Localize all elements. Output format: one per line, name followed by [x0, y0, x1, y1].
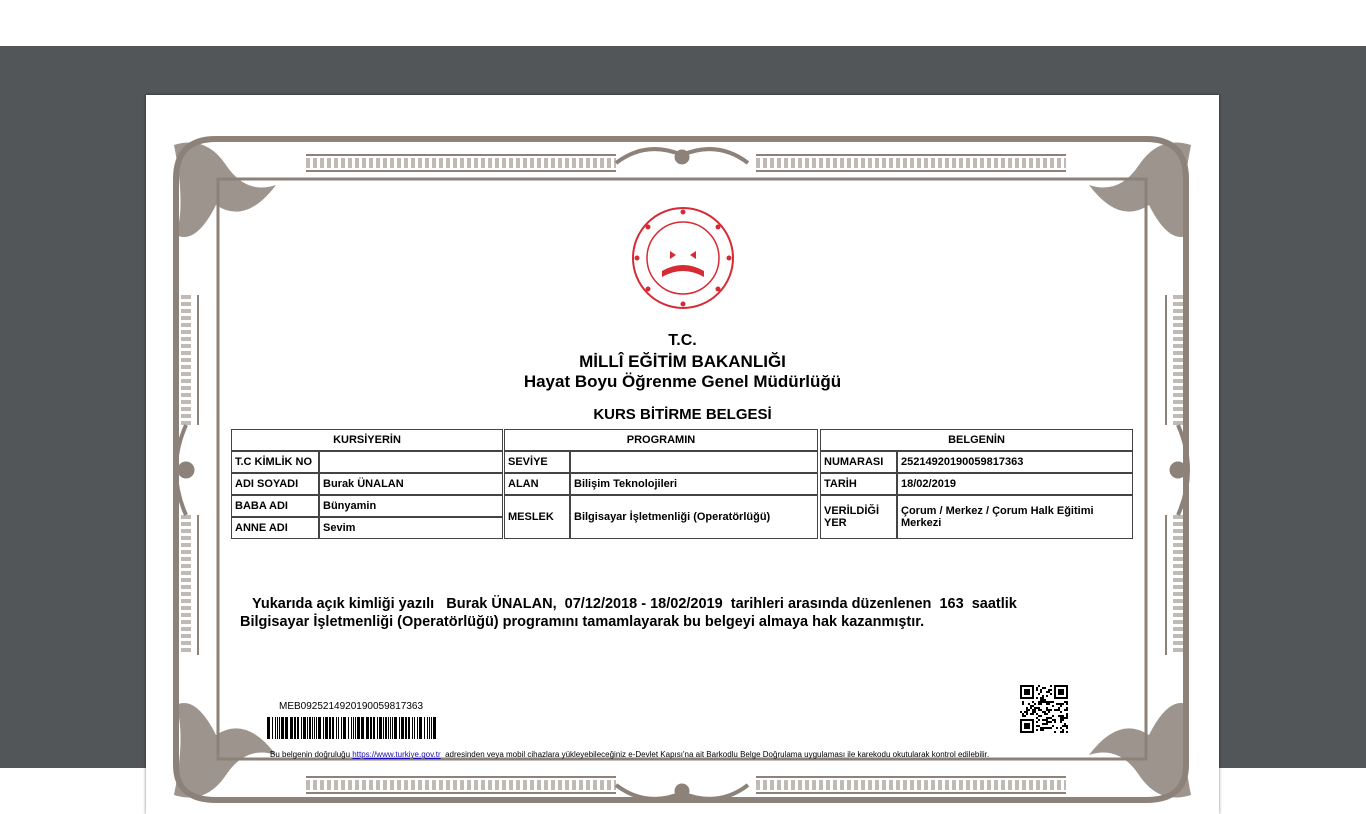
statement-line-1: Yukarıda açık kimliği yazılı Burak ÜNALAN, 07/12/2018 - 18/02/2019 tarihleri arasında düzenlenen 163 saatlik: [252, 596, 1017, 612]
trainee-heading: KURSİYERİN: [231, 429, 503, 451]
number-label: NUMARASI: [820, 451, 897, 473]
document-title: KURS BİTİRME BELGESİ: [593, 406, 772, 423]
program-table: [504, 429, 818, 539]
pdf-viewer[interactable]: [0, 46, 1366, 768]
ministry-seal: [630, 205, 736, 311]
field-value: Bilişim Teknolojileri: [570, 473, 818, 495]
verification-prefix: Bu belgenin doğruluğu: [270, 750, 353, 759]
statement-line-2: Bilgisayar İşletmenliği (Operatörlüğü) programını tamamlayarak bu belgeyi almaya hak kazanmıştır.: [240, 614, 925, 630]
level-label: SEVİYE: [504, 451, 570, 473]
header-ministry: MİLLÎ EĞİTİM BAKANLIĞI: [579, 352, 786, 371]
program-heading: PROGRAMIN: [504, 429, 818, 451]
barcode-number: MEB0925214920190059817363: [279, 701, 424, 712]
document-table: [820, 429, 1133, 539]
profession-value: Bilgisayar İşletmenliği (Operatörlüğü): [570, 495, 818, 539]
place-value: Çorum / Merkez / Çorum Halk Eğitimi Merkezi: [897, 495, 1133, 539]
tc-value: [319, 451, 503, 473]
field-label: ALAN: [504, 473, 570, 495]
profession-label: MESLEK: [504, 495, 570, 539]
document-heading: BELGENİN: [820, 429, 1133, 451]
father-label: BABA ADI: [231, 495, 319, 517]
date-value: 18/02/2019: [897, 473, 1133, 495]
header-directorate: Hayat Boyu Öğrenme Genel Müdürlüğü: [523, 372, 842, 391]
browser-top-bar: [0, 0, 1366, 46]
date-label: TARİH: [820, 473, 897, 495]
verification-note: [270, 750, 989, 759]
verification-link[interactable]: https://www.turkiye.gov.tr: [352, 750, 441, 759]
header-tc: T.C.: [668, 332, 697, 349]
certificate-statement: [240, 595, 1160, 631]
name-label: ADI SOYADI: [231, 473, 319, 495]
number-value: 25214920190059817363: [897, 451, 1133, 473]
level-value: [570, 451, 818, 473]
name-value: Burak ÜNALAN: [319, 473, 503, 495]
barcode-icon: [267, 717, 439, 739]
mother-label: ANNE ADI: [231, 517, 319, 539]
verification-suffix: adresinden veya mobil cihazlara yükleyebileceğiniz e-Devlet Kapısı'na ait Barkodlu Belge Doğrulama uygulaması ile karekodu okutularak kontrol edilebilir.: [440, 750, 990, 759]
father-value: Bünyamin: [319, 495, 503, 517]
trainee-table: [231, 429, 503, 539]
qr-code-icon: [1020, 685, 1068, 733]
certificate-page: [146, 95, 1219, 814]
place-label: VERİLDİĞİ YER: [820, 495, 897, 539]
tc-label: T.C KİMLİK NO: [231, 451, 319, 473]
mother-value: Sevim: [319, 517, 503, 539]
